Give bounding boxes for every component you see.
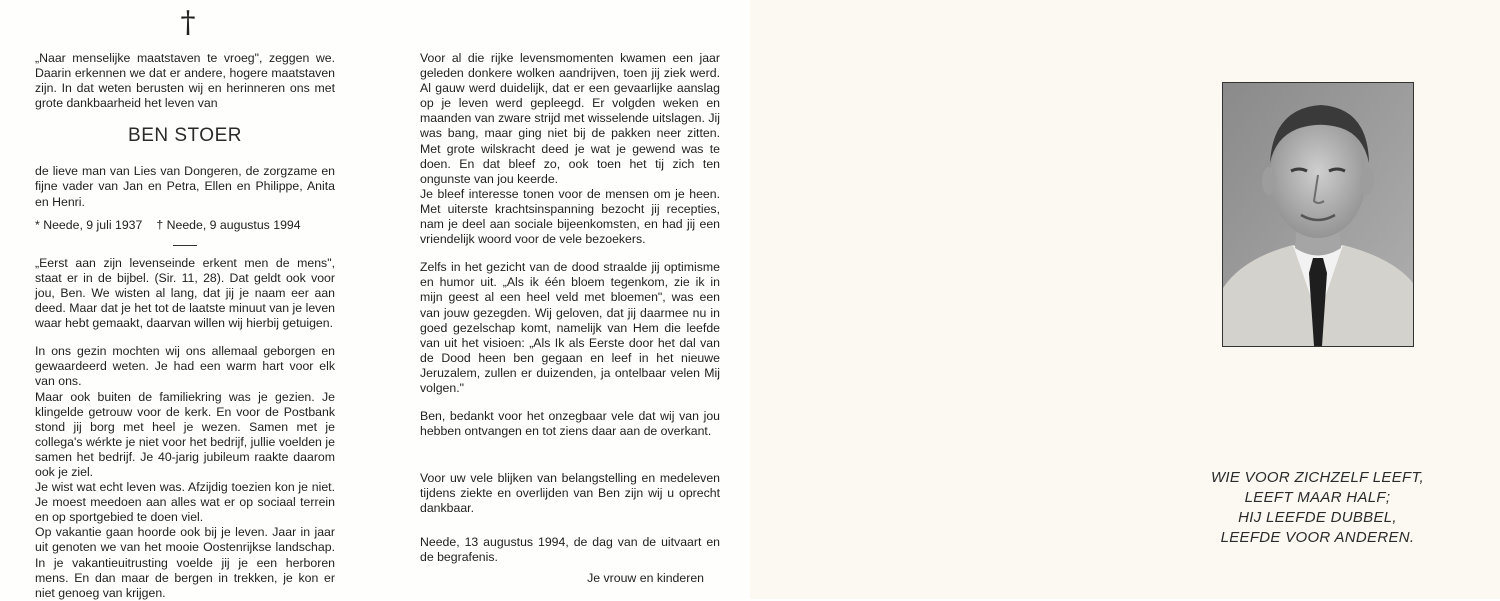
- divider: [173, 245, 197, 246]
- paragraph: Voor al die rijke levensmomenten kwamen een jaar geleden donkere wolken aandrijven, toen jij ziek werd. Al gauw werd duidelijk, dat er een gevaarlijke aanslag op je leven werd gepleegd. Er volgden weken en maanden van zware strijd met wisselende uitslagen. Jij was bang, maar ging niet bij de pakken neer zitten. Met grote wilskracht deed je wat je gewend was te doen. En dat bleef zo, ook toen het tij zich ten ongunste van jou keerde.: [420, 51, 720, 186]
- paragraph: „Eerst aan zijn levenseinde erkent men de mens", staat er in de bijbel. (Sir. 11, 28). Dat geldt ook voor jou, Ben. We wisten al lang, dat jij je naam eer aan deed. Maar dat je het tot de laatste minuut van je leven waar hebt gemaakt, daarvan willen wij hierbij getuigen.: [35, 255, 335, 331]
- intro-text: „Naar menselijke maatstaven te vroeg", zeggen we. Daarin erkennen we dat er andere, hogere maatstaven zijn. In dat weten berusten wij en herinneren ons met grote dankbaarheid het leven van: [35, 51, 335, 111]
- family-text: de lieve man van Lies van Dongeren, de zorgzame en fijne vader van Jan en Petra, Ellen en Philippe, Anita en Henri.: [35, 164, 335, 209]
- motto-line: HIJ LEEFDE DUBBEL,: [1238, 509, 1397, 526]
- birth-date: * Neede, 9 juli 1937: [35, 217, 143, 232]
- paragraph: Zelfs in het gezicht van de dood straalde jij optimisme en humor uit. „Als ik één bloem tegenkom, zie ik in mijn geest al een heel veld met bloemen", was een van jouw gezegden. Wij geloven, dat jij daarmee nu in goed gezelschap komt, namelijk van Hem die leefde van uit het visioen: „Als Ik als Eerste door het dal van de Dood heen ben gegaan en leef in het nieuwe Jeruzalem, zullen er duizenden, ja ontelbaar velen Mij volgen.": [420, 260, 720, 395]
- motto-line: LEEFDE VOOR ANDEREN.: [1220, 529, 1415, 546]
- signature: Je vrouw en kinderen: [587, 570, 704, 585]
- paragraph: Je bleef interesse tonen voor de mensen om je heen. Met uiterste krachtsinspanning bezocht jij recepties, nam je deel aan sociale bijeenkomsten, en had jij een vriendelijk woord voor de vele bezoekers.: [420, 186, 720, 247]
- thanks-text: Voor uw vele blijken van belangstelling en medeleven tijdens ziekte en overlijden van Ben zijn wij u oprecht dankbaar.: [420, 471, 720, 516]
- death-date: † Neede, 9 augustus 1994: [156, 217, 301, 232]
- paragraph: Je wist wat echt leven was. Afzijdig toezien kon je niet. Je moest meedoen aan alles wat er op sociaal terrein en op sportgebied te doen viel.: [35, 480, 335, 525]
- place-date-text: Neede, 13 augustus 1994, de dag van de uitvaart en de begrafenis.: [420, 534, 720, 564]
- paragraph: Ben, bedankt voor het onzegbaar vele dat wij van jou hebben ontvangen en tot ziens daar aan de overkant.: [420, 409, 720, 439]
- life-dates: [35, 218, 335, 233]
- motto-line: WIE VOOR ZICHZELF LEEFT,: [1210, 469, 1425, 486]
- motto-line: LEEFT MAAR HALF;: [1244, 489, 1391, 506]
- motto: [1190, 468, 1445, 548]
- middle-column: [420, 51, 720, 586]
- paragraph: Op vakantie gaan hoorde ook bij je leven. Jaar in jaar uit genoten we van het mooie Oostenrijkse landschap. In je vakantieuitrusting voelde jij je een herboren mens. En dan maar de bergen in trekken, je kon er niet genoeg van krijgen.: [35, 525, 335, 600]
- deceased-name: BEN STOER: [128, 125, 242, 147]
- left-column: [35, 51, 335, 601]
- cross-icon: †: [180, 5, 196, 40]
- portrait-illustration: [1223, 83, 1413, 346]
- paragraph: Maar ook buiten de familiekring was je gezien. Je klingelde getrouw voor de kerk. En voor de Postbank stond jij borg met heel je wezen. Samen met je collega's wérkte je niet voor het bedrijf, jullie voelden je samen het bedrijf. Je 40-jarig jubileum raakte daarom ook je ziel.: [35, 389, 335, 479]
- portrait-photo: [1222, 82, 1414, 347]
- paragraph: In ons gezin mochten wij ons allemaal geborgen en gewaardeerd weten. Je had een warm hart voor elk van ons.: [35, 344, 335, 389]
